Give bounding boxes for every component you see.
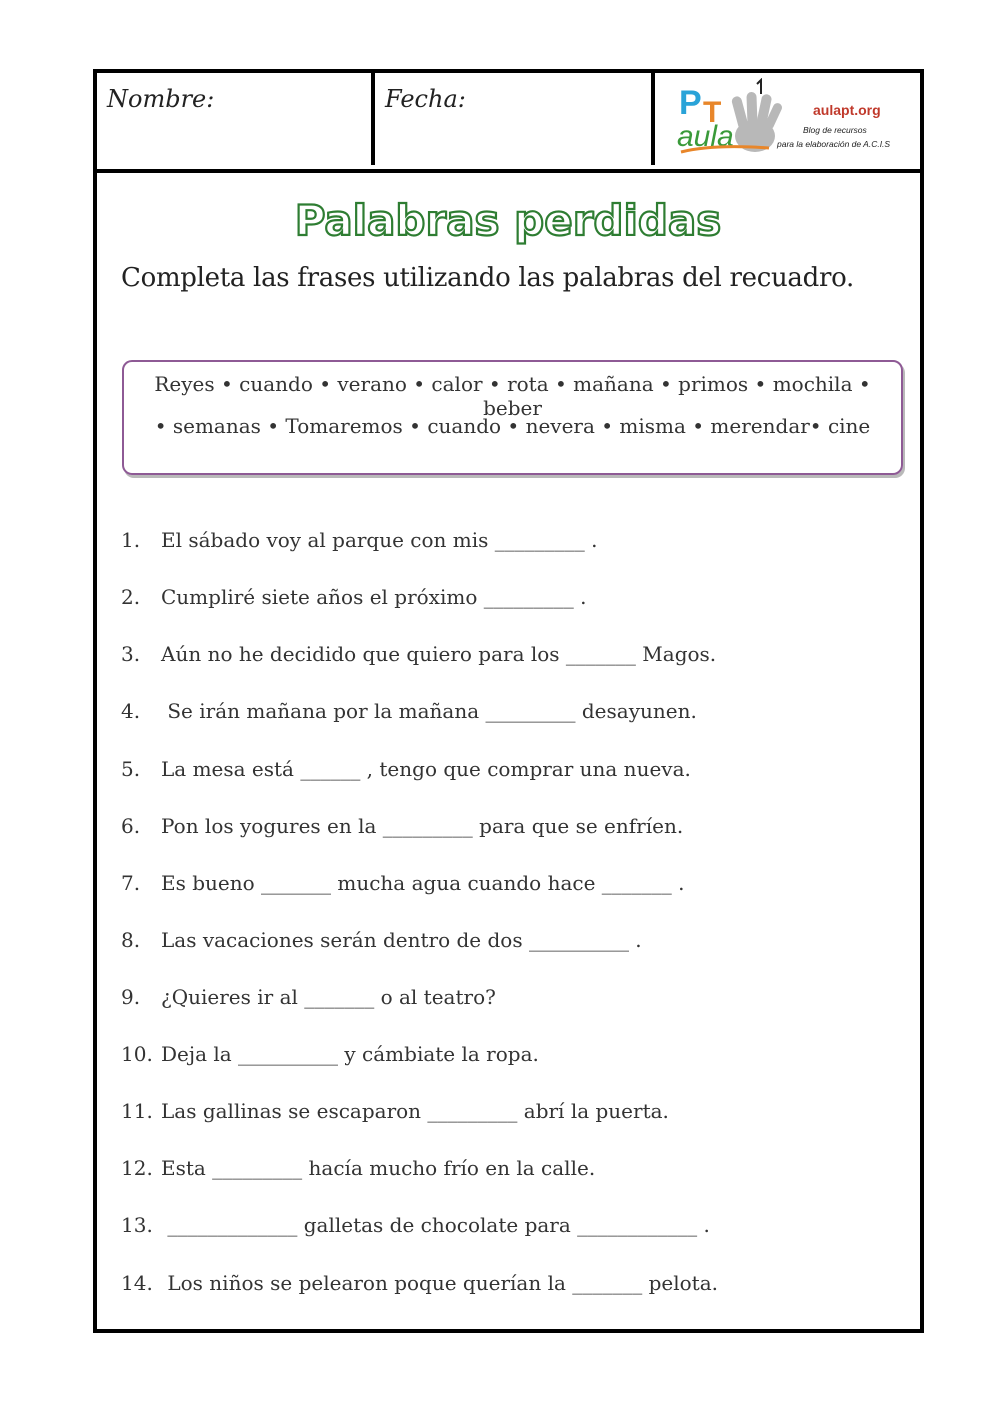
svg-text:T: T (703, 96, 722, 129)
page-title (97, 191, 920, 251)
word-bank-line-1: Reyes • cuando • verano • calor • rota • mañana • primos • mochila • beber (154, 372, 871, 420)
sentence-item: 10. Deja la __________ y cámbiate la ropa. (121, 1042, 539, 1066)
header-row (97, 73, 920, 173)
date-label: Fecha: (385, 85, 466, 113)
logo-site: aulapt.org (813, 102, 881, 118)
aulapt-logo (673, 78, 913, 158)
logo-tagline-2: para la elaboración de A.C.I.S (777, 139, 891, 149)
sentence-item: 7. Es bueno _______ mucha agua cuando hace _______ . (121, 871, 685, 895)
date-cell (375, 73, 655, 165)
word-bank-box (122, 360, 903, 475)
logo-cell (655, 73, 920, 165)
word-bank-line-2: • semanas • Tomaremos • cuando • nevera • misma • merendar• cine (154, 414, 871, 438)
logo-tagline-1: Blog de recursos (803, 125, 867, 135)
instruction-text: Completa las frases utilizando las palabras del recuadro. (121, 263, 854, 293)
sentence-item: 6. Pon los yogures en la _________ para que se enfríen. (121, 814, 684, 838)
sentence-item: 3. Aún no he decidido que quiero para los _______ Magos. (121, 642, 717, 666)
sentence-item: 8. Las vacaciones serán dentro de dos __________ . (121, 928, 642, 952)
sentence-item: 5. La mesa está ______ , tengo que comprar una nueva. (121, 757, 691, 781)
name-cell (97, 73, 375, 165)
sentence-item: 12. Esta _________ hacía mucho frío en la calle. (121, 1156, 596, 1180)
svg-text:aula: aula (677, 120, 734, 153)
svg-text:P: P (679, 84, 702, 122)
name-label: Nombre: (107, 85, 215, 113)
worksheet (93, 69, 924, 1333)
sentence-item: 1. El sábado voy al parque con mis _________ . (121, 528, 598, 552)
sentence-item: 14. Los niños se pelearon poque querían la _______ pelota. (121, 1271, 719, 1295)
page-title-text: Palabras perdidas (294, 196, 722, 245)
sentence-item: 9. ¿Quieres ir al _______ o al teatro? (121, 985, 496, 1009)
sentence-item: 2. Cumpliré siete años el próximo _________ . (121, 585, 587, 609)
sentence-item: 4. Se irán mañana por la mañana _________ desayunen. (121, 699, 697, 723)
hand-logo-icon (673, 78, 783, 158)
sentence-item: 11. Las gallinas se escaparon _________ abrí la puerta. (121, 1099, 669, 1123)
sentence-item: 13. _____________ galletas de chocolate para ____________ . (121, 1213, 710, 1237)
